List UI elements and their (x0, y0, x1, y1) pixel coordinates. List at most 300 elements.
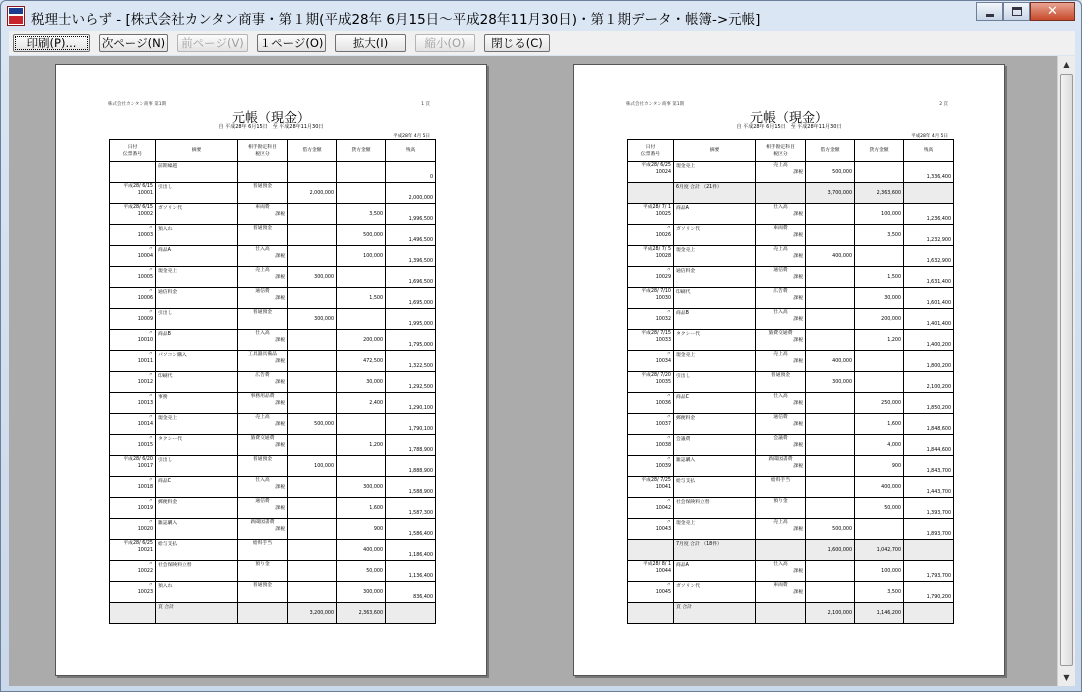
slip-number: 10043 (655, 527, 671, 532)
tax-category: 課税 (275, 212, 285, 217)
cell-description: 商品A (156, 246, 238, 267)
cell-account (756, 372, 806, 393)
cell-date (110, 225, 156, 246)
ledger-row (110, 330, 436, 351)
counter-account: 車両費 (773, 583, 788, 588)
counter-account: 給料手当 (252, 541, 273, 546)
counter-account: 広告費 (255, 373, 270, 378)
slip-number: 10002 (137, 212, 153, 217)
cell-description: 7月度 合計 （18件） (674, 540, 756, 561)
ledger-row (110, 309, 436, 330)
cell-balance: 1,996,500 (386, 204, 436, 225)
cell-debit: 300,000 (288, 309, 337, 330)
cell-debit (806, 561, 855, 582)
cell-date (628, 309, 674, 330)
cell-credit: 400,000 (855, 477, 904, 498)
cell-credit: 500,000 (337, 225, 386, 246)
cell-account (238, 330, 288, 351)
counter-account: 預り金 (773, 499, 788, 504)
counter-account: 広告費 (773, 289, 788, 294)
cell-description: 商品B (156, 330, 238, 351)
cell-account (238, 225, 288, 246)
cell-description: 会議費 (674, 435, 756, 456)
cell-account (756, 582, 806, 603)
ledger-row (628, 435, 954, 456)
slip-number: 10032 (655, 317, 671, 322)
cell-account (238, 519, 288, 540)
tax-category: 課税 (275, 254, 285, 259)
cell-balance: 1,586,400 (386, 519, 436, 540)
cell-account (238, 561, 288, 582)
cell-description: 給与支払 (674, 477, 756, 498)
cell-balance: 1,995,000 (386, 309, 436, 330)
cell-debit (288, 498, 337, 519)
cell-credit: 3,500 (855, 225, 904, 246)
cell-date (110, 603, 156, 624)
cell-account (238, 183, 288, 204)
cell-debit (806, 225, 855, 246)
cell-date (628, 183, 674, 204)
slip-number: 10041 (655, 485, 671, 490)
cell-balance: 1,850,200 (904, 393, 954, 414)
cell-account (756, 183, 806, 204)
cell-account (756, 519, 806, 540)
cell-account (238, 267, 288, 288)
cell-description: 通信料金 (156, 288, 238, 309)
close-window-button[interactable] (1030, 2, 1075, 21)
cell-debit: 300,000 (288, 267, 337, 288)
ledger-title: 元帳（現金） (231, 111, 310, 126)
cell-debit (288, 393, 337, 414)
header-debit: 借方金額 (806, 140, 855, 162)
counter-account: 仕入高 (773, 310, 788, 315)
cell-description: 社会保険料立替 (156, 561, 238, 582)
tax-category: 課税 (275, 485, 285, 490)
counter-account: 車両費 (773, 226, 788, 231)
cell-debit (288, 288, 337, 309)
cell-account (238, 477, 288, 498)
counter-account: 通信費 (255, 499, 270, 504)
cell-description: 引出し (156, 183, 238, 204)
cell-credit: 1,500 (855, 267, 904, 288)
header-desc: 摘要 (156, 140, 238, 162)
cell-account (756, 351, 806, 372)
cell-date (628, 561, 674, 582)
cell-debit (288, 225, 337, 246)
close-preview-button[interactable]: 閉じる(C) (484, 34, 550, 52)
cell-balance: 1,236,400 (904, 204, 954, 225)
cell-balance: 1,292,500 (386, 372, 436, 393)
entry-date: 〃 (148, 268, 153, 273)
tax-category: 課税 (275, 296, 285, 301)
subtotal-row (628, 540, 954, 561)
ledger-row (628, 309, 954, 330)
cell-credit: 30,000 (337, 372, 386, 393)
cell-date (628, 519, 674, 540)
entry-date: 〃 (148, 415, 153, 420)
cell-credit: 1,042,700 (855, 540, 904, 561)
cell-account (238, 582, 288, 603)
slip-number: 10012 (137, 380, 153, 385)
cell-account (238, 435, 288, 456)
cell-debit (806, 414, 855, 435)
cell-debit (806, 330, 855, 351)
cell-account (238, 540, 288, 561)
cell-description: 引出し (156, 456, 238, 477)
preview-toolbar (9, 31, 1075, 55)
cell-balance: 1,893,700 (904, 519, 954, 540)
counter-account: 普通預金 (770, 373, 791, 378)
cell-debit (288, 540, 337, 561)
tax-category: 課税 (793, 275, 803, 280)
entry-date: 〃 (666, 268, 671, 273)
cell-date (110, 498, 156, 519)
counter-account: 事務用品費 (250, 394, 275, 399)
ledger-row (628, 351, 954, 372)
cell-description: 現金売上 (156, 267, 238, 288)
cell-account (756, 603, 806, 624)
cell-balance: 1,795,000 (386, 330, 436, 351)
cell-debit (288, 330, 337, 351)
cell-debit: 300,000 (806, 372, 855, 393)
counter-account: 車両費 (255, 205, 270, 210)
counter-account: 預り金 (255, 562, 270, 567)
entry-date: 〃 (148, 226, 153, 231)
cell-credit (337, 162, 386, 183)
cell-description: ガソリン代 (156, 204, 238, 225)
cell-credit: 30,000 (855, 288, 904, 309)
slip-number: 10030 (655, 296, 671, 301)
total-debit: 2,100,000 (806, 603, 855, 624)
scroll-down-icon[interactable]: ▼ (1063, 673, 1070, 682)
cell-debit: 100,000 (288, 456, 337, 477)
tax-category: 課税 (793, 338, 803, 343)
cell-debit (288, 561, 337, 582)
entry-date: 〃 (666, 583, 671, 588)
slip-number: 10044 (655, 569, 671, 574)
tax-category: 課税 (793, 254, 803, 259)
cell-balance: 1,588,900 (386, 477, 436, 498)
ledger-row (110, 582, 436, 603)
cell-date (110, 561, 156, 582)
cell-date (110, 477, 156, 498)
scroll-up-icon[interactable]: ▲ (1063, 60, 1070, 69)
cell-account (756, 288, 806, 309)
print-button[interactable]: 印刷(P)... (13, 34, 90, 52)
ledger-row (110, 372, 436, 393)
entry-date: 〃 (666, 226, 671, 231)
cell-account (238, 351, 288, 372)
print-preview-area[interactable] (9, 56, 1057, 686)
prev-page-button[interactable]: 前ページ(V) (177, 34, 248, 52)
cell-date (628, 288, 674, 309)
tax-category: 課税 (793, 212, 803, 217)
tax-category: 課税 (793, 443, 803, 448)
cell-balance: 0 (386, 162, 436, 183)
counter-account: 普通預金 (252, 184, 273, 189)
cell-description: タクシー代 (156, 435, 238, 456)
ledger-row (628, 246, 954, 267)
entry-date: 平成28/ 8/ 1 (642, 562, 671, 567)
cell-date (628, 162, 674, 183)
entry-date: 平成28/ 6/25 (641, 163, 671, 168)
ledger-row (110, 414, 436, 435)
cell-account (756, 246, 806, 267)
cell-date (110, 330, 156, 351)
cell-debit (288, 372, 337, 393)
cell-credit: 200,000 (337, 330, 386, 351)
slip-number: 10022 (137, 569, 153, 574)
cell-debit (288, 582, 337, 603)
entry-date: 〃 (148, 436, 153, 441)
counter-account: 売上高 (773, 352, 788, 357)
cell-date (628, 582, 674, 603)
counter-account: 売上高 (255, 415, 270, 420)
cell-debit: 500,000 (806, 519, 855, 540)
tax-category: 課税 (793, 233, 803, 238)
slip-number: 10026 (655, 233, 671, 238)
ledger-row (628, 582, 954, 603)
cell-balance (904, 540, 954, 561)
tax-category: 課税 (793, 422, 803, 427)
page-total-row (628, 603, 954, 624)
cell-date (110, 519, 156, 540)
slip-number: 10023 (137, 590, 153, 595)
entry-date: 〃 (148, 499, 153, 504)
counter-account: 普通預金 (252, 583, 273, 588)
counter-account: 売上高 (255, 268, 270, 273)
cell-credit: 3,500 (337, 204, 386, 225)
counter-account: 仕入高 (773, 205, 788, 210)
entry-date: 〃 (148, 394, 153, 399)
cell-debit (806, 582, 855, 603)
cell-description: 現金売上 (156, 414, 238, 435)
cell-balance: 1,232,900 (904, 225, 954, 246)
header-balance: 残高 (386, 140, 436, 162)
cell-account (756, 204, 806, 225)
slip-number: 10036 (655, 401, 671, 406)
entry-date: 〃 (148, 373, 153, 378)
ledger-row (628, 414, 954, 435)
slip-number: 10034 (655, 359, 671, 364)
header-date: 日付 伝票番号 (110, 140, 156, 162)
cell-date (110, 246, 156, 267)
entry-date: 〃 (666, 310, 671, 315)
ledger-row (628, 477, 954, 498)
cell-balance: 836,400 (386, 582, 436, 603)
entry-date: 〃 (148, 583, 153, 588)
cell-debit: 1,600,000 (806, 540, 855, 561)
ledger-period: 自 平成28年 6月15日 至 平成28年11月30日 (736, 124, 842, 130)
total-credit: 1,146,200 (855, 603, 904, 624)
ledger-row (628, 519, 954, 540)
counter-account: 売上高 (773, 520, 788, 525)
cell-date (628, 204, 674, 225)
cell-credit: 3,500 (855, 582, 904, 603)
cell-description: 通信料金 (674, 267, 756, 288)
cell-description: 商品C (674, 393, 756, 414)
cell-account (756, 414, 806, 435)
cell-description: 商品A (674, 561, 756, 582)
cell-account (756, 309, 806, 330)
cell-date (628, 540, 674, 561)
ledger-header-row (110, 140, 436, 162)
tax-category: 課税 (793, 170, 803, 175)
cell-account (238, 246, 288, 267)
cell-credit (337, 183, 386, 204)
cell-debit (806, 204, 855, 225)
cell-description: 雑誌購入 (674, 456, 756, 477)
title-bar[interactable] (1, 1, 1081, 31)
entry-date: 平成28/ 7/25 (641, 478, 671, 483)
cell-description: 現金売上 (674, 246, 756, 267)
tax-category: 課税 (793, 296, 803, 301)
counter-account: 工具器具備品 (248, 352, 277, 357)
ledger-row (110, 456, 436, 477)
cell-debit (288, 351, 337, 372)
cell-date (110, 162, 156, 183)
cell-credit: 300,000 (337, 582, 386, 603)
ledger-row (110, 267, 436, 288)
tax-category: 課税 (275, 359, 285, 364)
cell-description: 預入れ (156, 582, 238, 603)
ledger-row (628, 225, 954, 246)
cell-account (756, 477, 806, 498)
counter-account: 旅費交通費 (250, 436, 275, 441)
slip-number: 10017 (137, 464, 153, 469)
vertical-scrollbar[interactable] (1057, 56, 1075, 686)
cell-account (756, 225, 806, 246)
cell-balance: 1,186,400 (386, 540, 436, 561)
ledger-row (110, 351, 436, 372)
ledger-row (110, 288, 436, 309)
slip-number: 10024 (655, 170, 671, 175)
ledger-row (110, 225, 436, 246)
cell-balance: 2,000,000 (386, 183, 436, 204)
cell-description: 事務 (156, 393, 238, 414)
cell-balance (904, 183, 954, 204)
cell-debit (288, 477, 337, 498)
entry-date: 平成28/ 6/20 (123, 457, 153, 462)
entry-date: 平成28/ 7/15 (641, 331, 671, 336)
cell-debit: 400,000 (806, 351, 855, 372)
entry-date: 〃 (666, 520, 671, 525)
cell-debit: 400,000 (806, 246, 855, 267)
counter-account: 給料手当 (770, 478, 791, 483)
tax-category: 課税 (275, 506, 285, 511)
slip-number: 10019 (137, 506, 153, 511)
ledger-row (110, 183, 436, 204)
tax-category: 課税 (275, 380, 285, 385)
scroll-thumb[interactable] (1060, 74, 1073, 666)
cell-balance: 1,336,400 (904, 162, 954, 183)
entry-date: 〃 (148, 478, 153, 483)
cell-balance: 1,601,400 (904, 288, 954, 309)
minimize-icon (986, 14, 994, 17)
cell-credit: 1,500 (337, 288, 386, 309)
next-page-button[interactable]: 次ページ(N) (99, 34, 168, 52)
entry-date: 平成28/ 7/ 5 (642, 247, 671, 252)
company-name: 株式会社カンタン商事 第1期 (108, 102, 167, 107)
ledger-row (110, 498, 436, 519)
ledger-row (110, 435, 436, 456)
cell-credit: 100,000 (855, 561, 904, 582)
cell-credit (855, 519, 904, 540)
maximize-button[interactable] (1003, 2, 1030, 21)
counter-account: 普通預金 (252, 457, 273, 462)
cell-balance: 1,393,700 (904, 498, 954, 519)
cell-balance: 1,290,100 (386, 393, 436, 414)
entry-date: 〃 (666, 415, 671, 420)
cell-balance: 1,443,700 (904, 477, 954, 498)
cell-balance: 1,848,600 (904, 414, 954, 435)
header-desc: 摘要 (674, 140, 756, 162)
ledger-title: 元帳（現金） (749, 111, 828, 126)
cell-date (110, 351, 156, 372)
cell-date (628, 225, 674, 246)
cell-description: 商品A (674, 204, 756, 225)
cell-credit: 900 (337, 519, 386, 540)
cell-debit (806, 498, 855, 519)
cell-balance (386, 603, 436, 624)
minimize-button[interactable] (976, 2, 1003, 21)
ledger-row (628, 393, 954, 414)
slip-number: 10042 (655, 506, 671, 511)
slip-number: 10045 (655, 590, 671, 595)
cell-description: 商品C (156, 477, 238, 498)
cell-date (110, 414, 156, 435)
cell-debit: 2,000,000 (288, 183, 337, 204)
zoom-in-button[interactable]: 拡大(I) (335, 34, 406, 52)
slip-number: 10035 (655, 380, 671, 385)
cell-description: 前期繰越 (156, 162, 238, 183)
print-date: 平成28年 4月 5日 (393, 134, 430, 139)
cell-balance: 1,843,700 (904, 456, 954, 477)
cell-description: 現金売上 (674, 519, 756, 540)
cell-debit (288, 519, 337, 540)
ledger-row (110, 519, 436, 540)
cell-credit: 1,600 (337, 498, 386, 519)
cell-debit (806, 435, 855, 456)
zoom-out-button[interactable]: 縮小(O) (415, 34, 475, 52)
subtotal-row (628, 183, 954, 204)
cell-credit: 100,000 (855, 204, 904, 225)
slip-number: 10003 (137, 233, 153, 238)
cell-description: 社会保険料立替 (674, 498, 756, 519)
total-label: 頁 合計 (674, 603, 756, 624)
ledger-row (628, 372, 954, 393)
one-page-button[interactable]: １ページ(O) (257, 34, 326, 52)
cell-balance: 1,793,700 (904, 561, 954, 582)
cell-date (628, 477, 674, 498)
header-balance: 残高 (904, 140, 954, 162)
preview-page-2 (573, 64, 1005, 676)
cell-credit: 1,200 (855, 330, 904, 351)
slip-number: 10018 (137, 485, 153, 490)
cell-balance: 1,632,900 (904, 246, 954, 267)
ledger-table (109, 139, 436, 624)
ledger-row (628, 204, 954, 225)
entry-date: 平成28/ 6/25 (123, 541, 153, 546)
cell-description: パソコン購入 (156, 351, 238, 372)
tax-category: 課税 (275, 527, 285, 532)
ledger-row (110, 162, 436, 183)
cell-credit: 50,000 (337, 561, 386, 582)
app-icon[interactable] (7, 6, 25, 26)
cell-date (628, 393, 674, 414)
entry-date: 〃 (666, 394, 671, 399)
cell-description: ガソリン代 (674, 225, 756, 246)
